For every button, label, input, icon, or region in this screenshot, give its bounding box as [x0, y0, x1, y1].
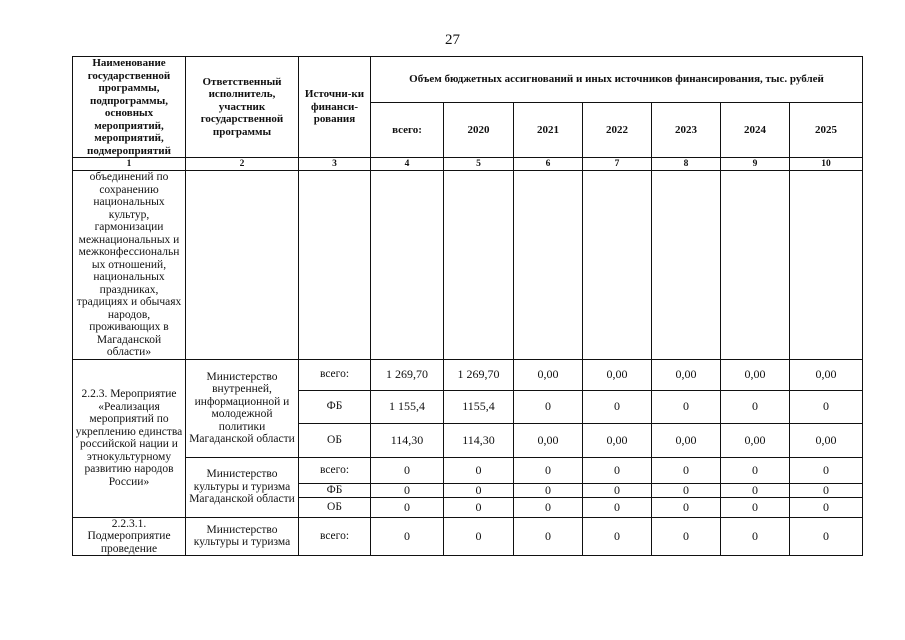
empty-cell: [299, 171, 371, 360]
continued-name-cell: объединений по сохранению национальных культур, гармонизации межнациональных и межконфессиональн ых отношений, национальных праздниках, традициях и обычаях народов, проживающих в Магаданской области»: [73, 171, 186, 360]
value-cell: 0: [583, 390, 652, 423]
header-name: Наименование государственной программы, подпрограммы, основных мероприятий, мероприятий, подмероприятий: [73, 57, 186, 158]
measure-name-cell: 2.2.3. Мероприятие «Реализация мероприятий по укреплению единства российской нации и этнокультурному развитию народов России»: [73, 359, 186, 517]
header-volume: Объем бюджетных ассигнований и иных источников финансирования, тыс. рублей: [371, 57, 863, 103]
column-number: 2: [186, 158, 299, 171]
executor-cell: Министерство культуры и туризма Магаданской области: [186, 457, 299, 517]
column-number-row: [73, 158, 863, 171]
empty-cell: [186, 171, 299, 360]
value-cell: 0: [444, 497, 514, 517]
value-cell: 0: [371, 483, 444, 497]
executor-cell: Министерство внутренней, информационной и молодежной политики Магаданской области: [186, 359, 299, 457]
empty-cell: [652, 171, 721, 360]
value-cell: 0: [790, 457, 863, 483]
column-number: 7: [583, 158, 652, 171]
value-cell: 0,00: [790, 423, 863, 457]
value-cell: 0: [444, 457, 514, 483]
table-row: [73, 457, 863, 483]
header-year: 2024: [721, 103, 790, 158]
value-cell: 0: [652, 390, 721, 423]
value-cell: 114,30: [371, 423, 444, 457]
table-row: [73, 171, 863, 360]
value-cell: 0: [371, 457, 444, 483]
value-cell: 0,00: [652, 359, 721, 390]
value-cell: 0: [444, 517, 514, 556]
empty-cell: [790, 171, 863, 360]
header-year: 2023: [652, 103, 721, 158]
column-number: 1: [73, 158, 186, 171]
source-cell: всего:: [299, 457, 371, 483]
header-source: Источни-ки финанси-рования: [299, 57, 371, 158]
source-cell: всего:: [299, 517, 371, 556]
value-cell: 0: [790, 483, 863, 497]
value-cell: 0,00: [721, 359, 790, 390]
value-cell: 0: [444, 483, 514, 497]
value-cell: 0: [721, 483, 790, 497]
value-cell: 0: [583, 517, 652, 556]
column-number: 3: [299, 158, 371, 171]
value-cell: 0: [652, 457, 721, 483]
value-cell: 0: [583, 483, 652, 497]
value-cell: 0: [652, 483, 721, 497]
value-cell: 0: [721, 517, 790, 556]
value-cell: 0,00: [721, 423, 790, 457]
value-cell: 0: [583, 497, 652, 517]
value-cell: 0: [652, 497, 721, 517]
value-cell: 114,30: [444, 423, 514, 457]
value-cell: 0: [790, 497, 863, 517]
column-number: 5: [444, 158, 514, 171]
empty-cell: [721, 171, 790, 360]
value-cell: 0,00: [652, 423, 721, 457]
empty-cell: [444, 171, 514, 360]
value-cell: 1 269,70: [371, 359, 444, 390]
value-cell: 0,00: [583, 359, 652, 390]
table-row: [73, 517, 863, 556]
column-number: 9: [721, 158, 790, 171]
source-cell: всего:: [299, 359, 371, 390]
empty-cell: [583, 171, 652, 360]
source-cell: ОБ: [299, 423, 371, 457]
value-cell: 0: [721, 497, 790, 517]
value-cell: 0: [514, 497, 583, 517]
executor-cell: Министерство культуры и туризма: [186, 517, 299, 556]
value-cell: 1155,4: [444, 390, 514, 423]
value-cell: 1 155,4: [371, 390, 444, 423]
value-cell: 0: [721, 457, 790, 483]
empty-cell: [514, 171, 583, 360]
value-cell: 0: [514, 457, 583, 483]
source-cell: ФБ: [299, 483, 371, 497]
budget-table: [72, 56, 863, 556]
source-cell: ФБ: [299, 390, 371, 423]
header-year: 2025: [790, 103, 863, 158]
submeasure-name-cell: 2.2.3.1. Подмероприятие проведение: [73, 517, 186, 556]
column-number: 10: [790, 158, 863, 171]
empty-cell: [371, 171, 444, 360]
column-number: 8: [652, 158, 721, 171]
header-responsible: Ответственный исполнитель, участник государственной программы: [186, 57, 299, 158]
header-year: 2020: [444, 103, 514, 158]
header-total: всего:: [371, 103, 444, 158]
value-cell: 0: [790, 390, 863, 423]
value-cell: 0,00: [583, 423, 652, 457]
value-cell: 0: [652, 517, 721, 556]
value-cell: 0: [583, 457, 652, 483]
table-row: [73, 359, 863, 390]
source-cell: ОБ: [299, 497, 371, 517]
value-cell: 0: [514, 390, 583, 423]
header-year: 2021: [514, 103, 583, 158]
value-cell: 0,00: [790, 359, 863, 390]
value-cell: 0,00: [514, 359, 583, 390]
value-cell: 1 269,70: [444, 359, 514, 390]
value-cell: 0,00: [514, 423, 583, 457]
value-cell: 0: [371, 497, 444, 517]
value-cell: 0: [514, 517, 583, 556]
value-cell: 0: [721, 390, 790, 423]
value-cell: 0: [371, 517, 444, 556]
value-cell: 0: [790, 517, 863, 556]
page-number: 27: [445, 32, 460, 48]
column-number: 6: [514, 158, 583, 171]
value-cell: 0: [514, 483, 583, 497]
column-number: 4: [371, 158, 444, 171]
header-year: 2022: [583, 103, 652, 158]
